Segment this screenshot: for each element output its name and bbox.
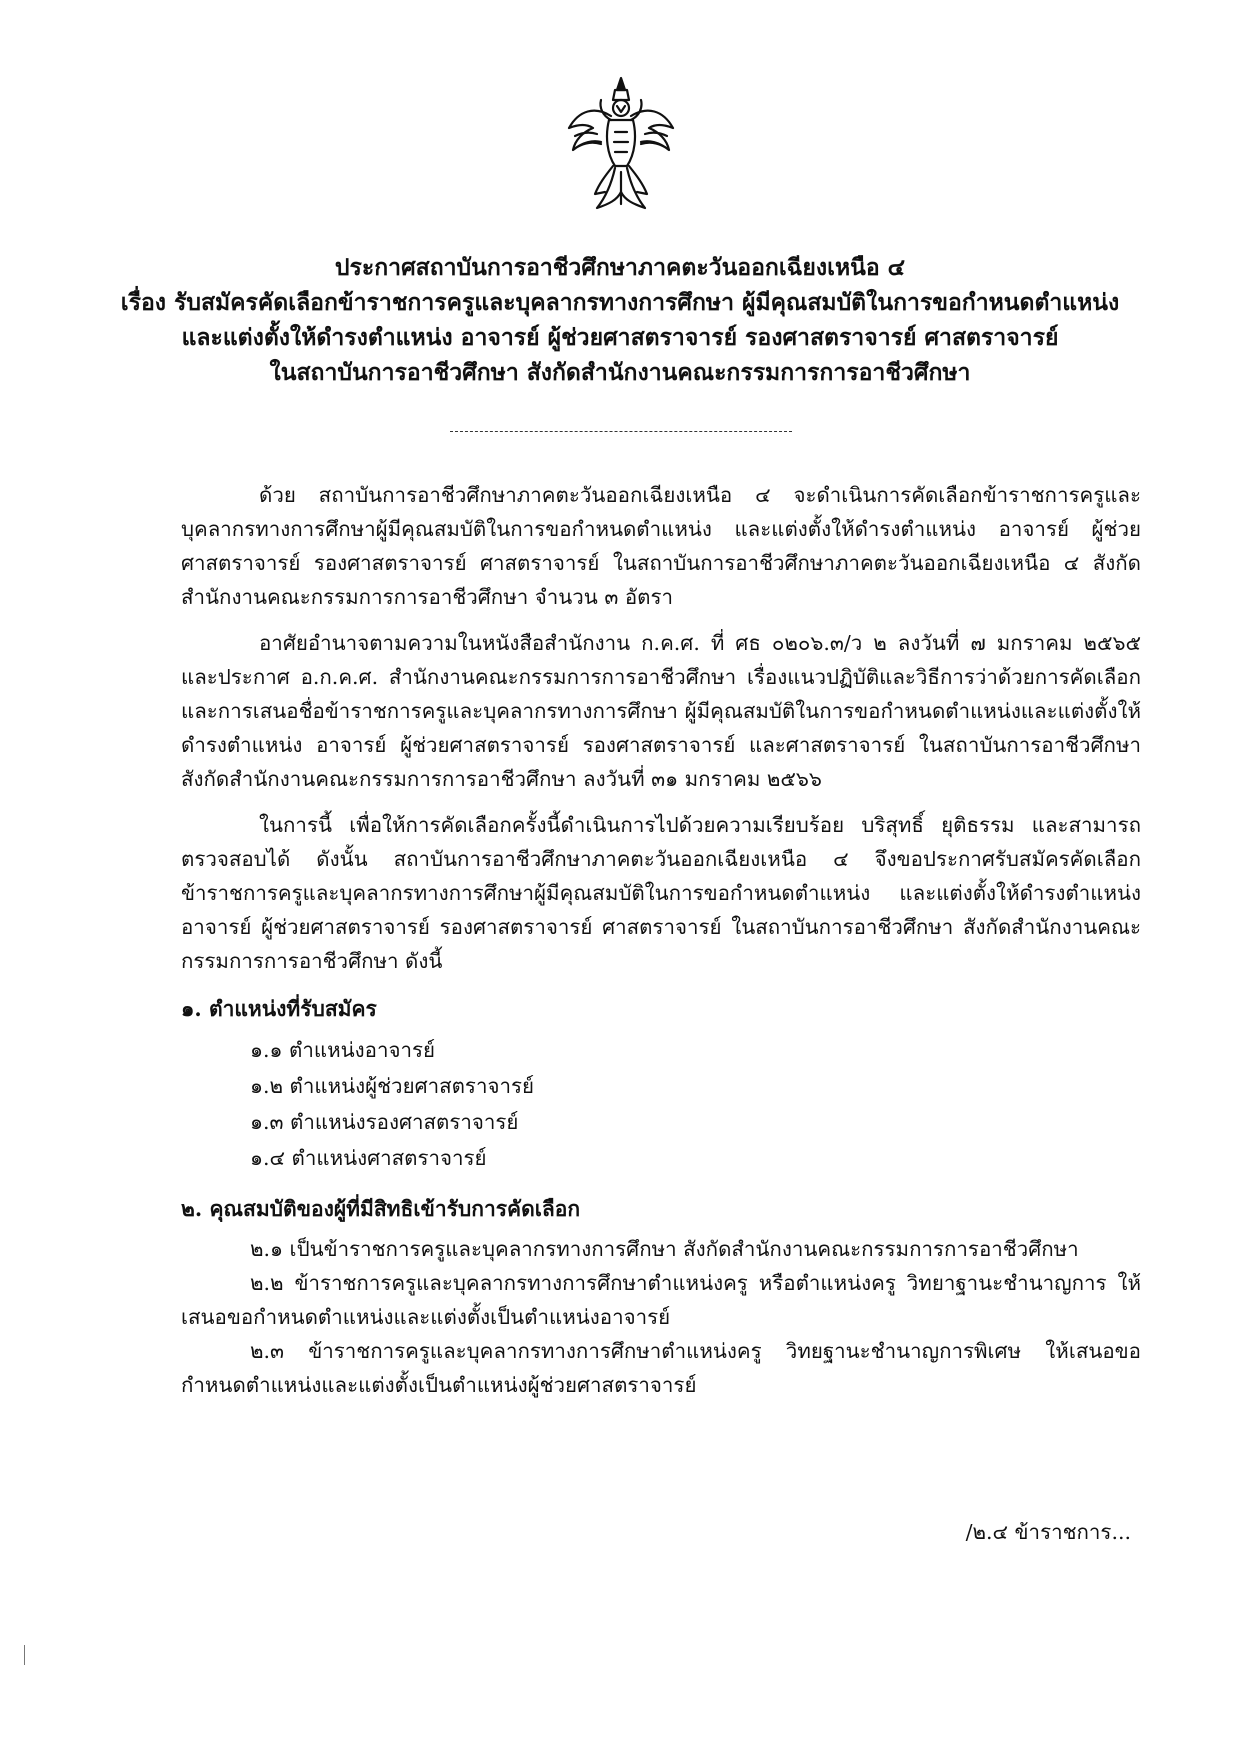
list-item-text: ๒.๓ ข้าราชการครูและบุคลากรทางการศึกษาตำแหน่งครู วิทยฐานะชำนาญการพิเศษ ให้เสนอขอกำหนดตำแหน่งและแต่งตั้งเป็นตำแหน่งผู้ช่วยศาสตราจารย์ (181, 1339, 1141, 1397)
title-line: เรื่อง รับสมัครคัดเลือกข้าราชการครูและบุคลากรทางการศึกษา ผู้มีคุณสมบัติในการขอกำหนดตำแหน่ง (120, 289, 1120, 316)
title-line: ในสถาบันการอาชีวศึกษา สังกัดสำนักงานคณะกรรมการการอาชีวศึกษา (269, 359, 971, 386)
paragraph-text: ในการนี้ เพื่อให้การคัดเลือกครั้งนี้ดำเนินการไปด้วยความเรียบร้อย บริสุทธิ์ ยุติธรรม และสามารถตรวจสอบได้ ดังนั้น สถาบันการอาชีวศึกษาภาคตะวันออกเฉียงเหนือ ๔ จึงขอประกาศรับสมัครคัดเลือกข้าราชการครูและบุคลากรทางการศึกษาผู้มีคุณสมบัติในการขอกำหนดตำแหน่ง และแต่งตั้งให้ดำรงตำแหน่ง อาจารย์ ผู้ช่วยศาสตราจารย์ รองศาสตราจารย์ ศาสตราจารย์ ในสถาบันการอาชีวศึกษา สังกัดสำนักงานคณะกรรมการการอาชีวศึกษา ดังนี้ (181, 813, 1141, 973)
continuation-note: /๒.๔ ข้าราชการ... (965, 1520, 1131, 1544)
paragraph-intro (181, 478, 1141, 614)
list-item-text: ๒.๒ ข้าราชการครูและบุคลากรทางการศึกษาตำแหน่งครู หรือตำแหน่งครู วิทยาฐานะชำนาญการ ให้เสนอขอกำหนดตำแหน่งและแต่งตั้งเป็นตำแหน่งอาจารย์ (181, 1271, 1141, 1329)
paragraph-purpose (181, 808, 1141, 978)
list-item: ๑.๔ ตำแหน่งศาสตราจารย์ (250, 1146, 487, 1170)
list-item (181, 1232, 1141, 1266)
list-item (181, 1334, 1141, 1402)
title-line: และแต่งตั้งให้ดำรงตำแหน่ง อาจารย์ ผู้ช่วยศาสตราจารย์ รองศาสตราจารย์ ศาสตราจารย์ (181, 324, 1059, 351)
announcement-title (120, 250, 1120, 390)
scan-mark (24, 1645, 25, 1665)
garuda-emblem-icon (565, 76, 677, 210)
section-heading: ๒. คุณสมบัติของผู้ที่มีสิทธิเข้ารับการคัดเลือก (181, 1196, 581, 1221)
paragraph-text: ด้วย สถาบันการอาชีวศึกษาภาคตะวันออกเฉียงเหนือ ๔ จะดำเนินการคัดเลือกข้าราชการครูและบุคลากรทางการศึกษาผู้มีคุณสมบัติในการขอกำหนดตำแหน่ง และแต่งตั้งให้ดำรงตำแหน่ง อาจารย์ ผู้ช่วยศาสตราจารย์ รองศาสตราจารย์ ศาสตราจารย์ ในสถาบันการอาชีวศึกษาภาคตะวันออกเฉียงเหนือ ๔ สังกัดสำนักงานคณะกรรมการการอาชีวศึกษา จำนวน ๓ อัตรา (181, 483, 1141, 609)
list-item: ๑.๓ ตำแหน่งรองศาสตราจารย์ (250, 1110, 519, 1134)
section-qualifications (181, 1192, 1141, 1402)
section-heading: ๑. ตำแหน่งที่รับสมัคร (181, 996, 377, 1021)
title-divider (450, 431, 792, 432)
list-item (181, 1266, 1141, 1334)
paragraph-text: อาศัยอำนาจตามความในหนังสือสำนักงาน ก.ค.ศ. ที่ ศธ ๐๒๐๖.๓/ว ๒ ลงวันที่ ๗ มกราคม ๒๕๖๕ และประกาศ อ.ก.ค.ศ. สำนักงานคณะกรรมการการอาชีวศึกษา เรื่องแนวปฏิบัติและวิธีการว่าด้วยการคัดเลือกและการเสนอชื่อข้าราชการครูและบุคลากรทางการศึกษา ผู้มีคุณสมบัติในการขอกำหนดตำแหน่งและแต่งตั้งให้ดำรงตำแหน่ง อาจารย์ ผู้ช่วยศาสตราจารย์ รองศาสตราจารย์ และศาสตราจารย์ ในสถาบันการอาชีวศึกษา สังกัดสำนักงานคณะกรรมการการอาชีวศึกษา ลงวันที่ ๓๑ มกราคม ๒๕๖๖ (181, 631, 1141, 791)
paragraph-authority (181, 626, 1141, 796)
list-item: ๑.๑ ตำแหน่งอาจารย์ (250, 1038, 436, 1062)
list-item-text: ๒.๑ เป็นข้าราชการครูและบุคลากรทางการศึกษา สังกัดสำนักงานคณะกรรมการการอาชีวศึกษา (250, 1237, 1079, 1261)
section-positions (181, 992, 1141, 1176)
title-line: ประกาศสถาบันการอาชีวศึกษาภาคตะวันออกเฉียงเหนือ ๔ (334, 254, 906, 281)
list-item: ๑.๒ ตำแหน่งผู้ช่วยศาสตราจารย์ (250, 1074, 534, 1098)
announcement-body (181, 478, 1141, 1402)
